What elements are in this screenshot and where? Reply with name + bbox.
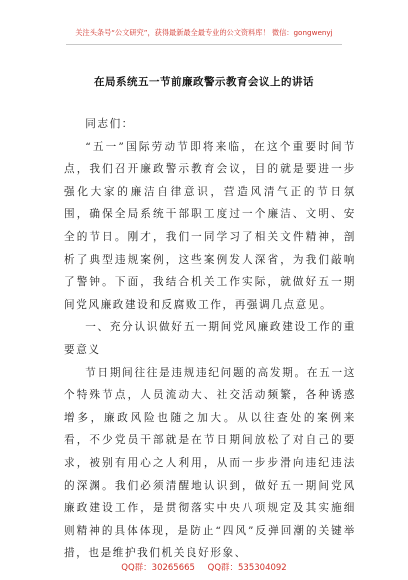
header-note: 关注头条号“公文研究”，获得最新最全最专业的公文资料库！ 微信：gongwenyj <box>75 28 333 37</box>
section-heading-1: 一、充分认识做好五一期间党风廉政建设工作的重要意义 <box>64 321 356 356</box>
document-title: 在局系统五一节前廉政警示教育会议上的讲话 <box>94 76 314 88</box>
footer-note: QQ群：30265665 QQ群：535304092 <box>121 563 287 573</box>
document-body <box>64 113 356 565</box>
paragraph-section-1: 节日期间往往是违规违纪问题的高发期。在五一这个特殊节点，人员流动大、社交活动频繁，各种诱惑增多，廉政风险也随之加大。从以往查处的案例来看，不少党员干部就是在节日期间放松了对自己的要求，被别有用心之人利用，从而一步步滑向违纪违法的深渊。我们必须清醒地认识到，做好五一期间党风廉政建设工作，是贯彻落实中央八项规定及其实施细则精神的具体体现，是防止“四风”反弹回潮的关键举措，也是维护我们机关良好形象、 <box>64 366 356 560</box>
paragraph-intro: “五一”国际劳动节即将来临，在这个重要时间节点，我们召开廉政警示教育会议，目的就是要进一步强化大家的廉洁自律意识，营造风清气正的节日氛围，确保全局系统干部职工度过一个廉洁、文明、安全的节日。刚才，我们一同学习了相关文件精神，剖析了典型违规案例，这些案例发人深省，为我们敲响了警钟。下面，我结合机关工作实际，就做好五一期间党风廉政建设和反腐败工作，再强调几点意见。 <box>64 140 356 311</box>
salutation: 同志们： <box>85 118 134 130</box>
header-divider <box>66 44 342 45</box>
